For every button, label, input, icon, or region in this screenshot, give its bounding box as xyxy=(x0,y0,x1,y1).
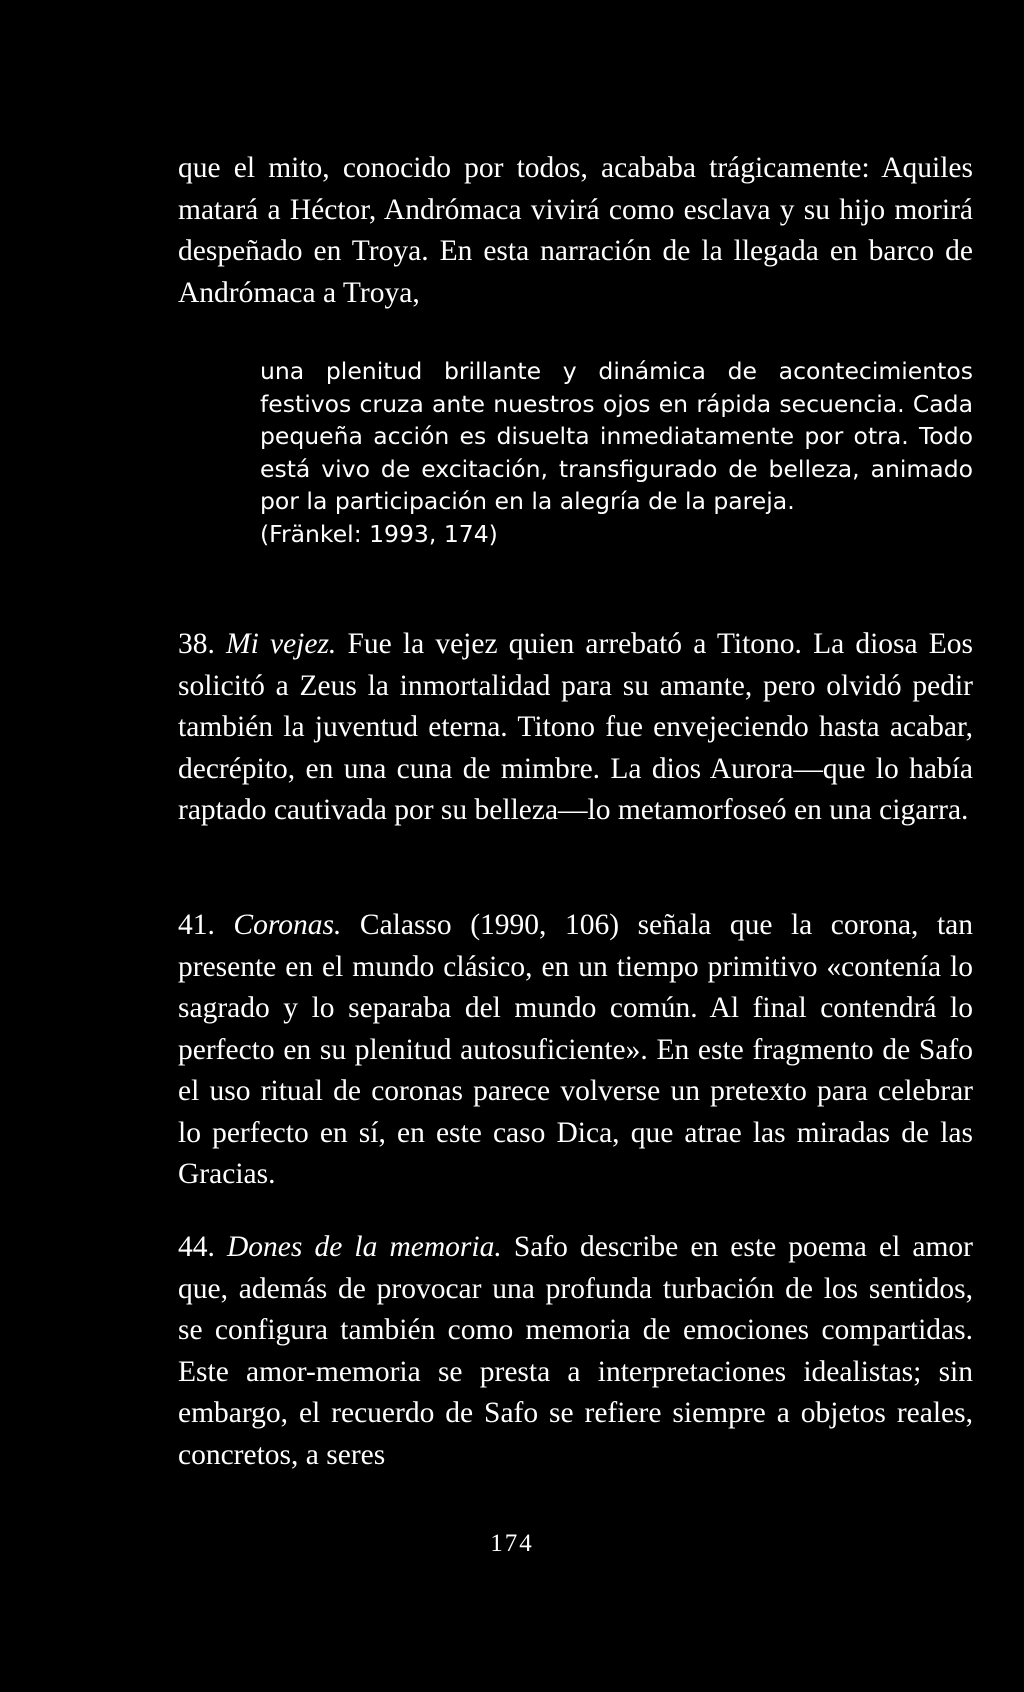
intro-paragraph: que el mito, conocido por todos, acababa trágicamente: Aquiles matará a Héctor, Andrómaca vivirá como esclava y su hijo morirá despeñado en Troya. En esta narración de la llegada en barco de Andrómaca a Troya, xyxy=(178,152,973,309)
note-text: Calasso (1990, 106) señala que la corona, tan presente en el mundo clásico, en un tiempo primitivo «contenía lo sagrado y lo separaba del mundo común. Al final contendrá lo perfecto en su plenitud autosuficiente». En este fragmento de Safo el uso ritual de coronas parece volverse un pretexto para celebrar lo perfecto en sí, en este caso Dica, que atrae las miradas de las Gracias. xyxy=(178,909,974,1190)
note-38 xyxy=(178,624,973,832)
block-quote xyxy=(260,355,973,550)
note-number: 44. xyxy=(178,1231,215,1263)
page-number: 174 xyxy=(490,1530,534,1557)
note-number: 41. xyxy=(178,909,215,941)
note-title: Coronas. xyxy=(233,909,342,941)
note-number: 38. xyxy=(178,628,215,660)
note-44 xyxy=(178,1227,973,1476)
note-text: Fue la vejez quien arrebató a Titono. La diosa Eos solicitó a Zeus la inmortalidad para su amante, pero olvidó pedir también la juventud eterna. Titono fue envejeciendo hasta acabar, decrépito, en una cuna de mimbre. La dios Aurora—que lo había raptado cautivada por su belleza—lo metamorfoseó en una cigarra. xyxy=(178,628,974,826)
block-quote-citation: (Fränkel: 1993, 174) xyxy=(260,519,498,548)
note-41 xyxy=(178,905,973,1196)
note-title: Dones de la memoria. xyxy=(226,1231,502,1263)
block-quote-text: una plenitud brillante y dinámica de acontecimientos festivos cruza ante nuestros ojos en rápida secuencia. Cada pequeña acción es disuelta inmediatamente por otra. Todo está vivo de excitación, transfigurado de belleza, animado por la participación en la alegría de la pareja. xyxy=(260,357,973,515)
note-text: Safo describe en este poema el amor que, además de provocar una profunda turbación de los sentidos, se configura también como memoria de emociones compartidas. Este amor-memoria se presta a interpretaciones idealistas; sin embargo, el recuerdo de Safo se refiere siempre a objetos reales, concretos, a seres xyxy=(178,1231,974,1471)
note-title: Mi vejez. xyxy=(226,628,337,660)
